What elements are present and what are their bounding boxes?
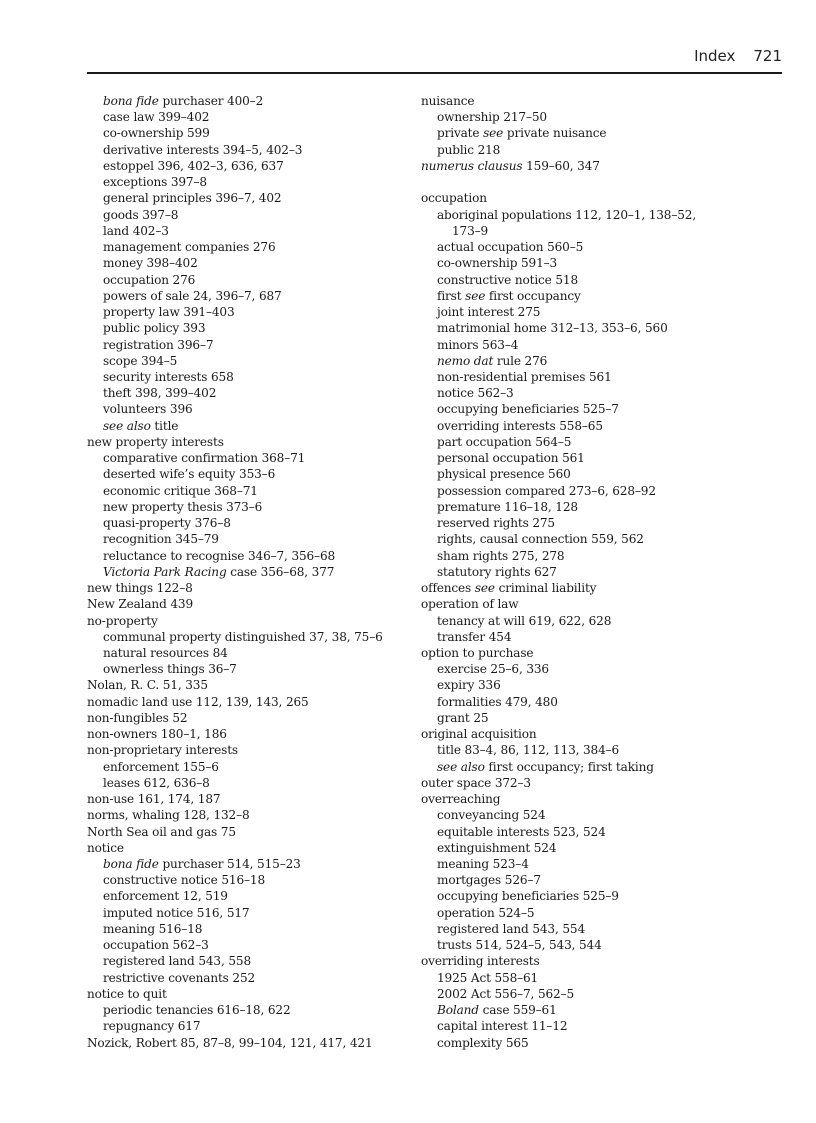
- entry-text: property law 391–403: [103, 305, 235, 320]
- index-subentry: [87, 353, 417, 369]
- entry-text: 173–9: [452, 223, 489, 238]
- entry-text: exercise 25–6, 336: [437, 662, 549, 677]
- entry-text: possession compared 273–6, 628–92: [437, 483, 656, 498]
- entry-text: natural resources 84: [103, 645, 228, 660]
- entry-text: capital interest 11–12: [437, 1019, 568, 1034]
- section-label: Index: [694, 47, 736, 65]
- index-subentry: [87, 645, 417, 661]
- index-subentry: [87, 921, 417, 937]
- entry-text: ownerless things 36–7: [103, 662, 237, 677]
- entry-text: Nozick, Robert 85, 87–8, 99–104, 121, 417, 421: [87, 1035, 373, 1050]
- entry-text: outer space 372–3: [421, 775, 531, 790]
- entry-text: ownership 217–50: [437, 110, 547, 125]
- index-subentry: [421, 888, 761, 904]
- index-subentry: [87, 93, 417, 109]
- entry-text: aboriginal populations 112, 120–1, 138–52,: [437, 207, 697, 222]
- running-header: [87, 47, 782, 74]
- index-subentry: [421, 499, 761, 515]
- index-subentry: [87, 401, 417, 417]
- index-subentry: [87, 775, 417, 791]
- entry-text: constructive notice 518: [437, 272, 579, 287]
- entry-text: enforcement 12, 519: [103, 889, 228, 904]
- entry-text: sham rights 275, 278: [437, 548, 565, 563]
- entry-text: rule 276: [493, 353, 548, 368]
- index-subentry: [421, 694, 761, 710]
- index-heading: [421, 596, 761, 612]
- index-subentry: [421, 125, 761, 141]
- entry-text: volunteers 396: [103, 402, 193, 417]
- italic-term: see also: [437, 759, 485, 774]
- index-subentry: [421, 629, 761, 645]
- entry-text: deserted wife’s equity 353–6: [103, 467, 276, 482]
- index-subentry: [421, 142, 761, 158]
- index-subentry: [421, 710, 761, 726]
- index-subentry: [87, 564, 417, 580]
- entry-text: recognition 345–79: [103, 532, 219, 547]
- index-subentry: [421, 401, 761, 417]
- entry-text: theft 398, 399–402: [103, 386, 217, 401]
- index-subentry: [421, 548, 761, 564]
- index-subentry: [87, 109, 417, 125]
- entry-text: purchaser 400–2: [158, 94, 264, 108]
- entry-text: constructive notice 516–18: [103, 873, 266, 888]
- entry-text: original acquisition: [421, 727, 537, 742]
- index-subentry: [421, 613, 761, 629]
- entry-text: non-owners 180–1, 186: [87, 727, 227, 742]
- index-subentry: [421, 742, 761, 758]
- index-heading: [87, 710, 417, 726]
- entry-text: statutory rights 627: [437, 564, 557, 579]
- index-heading: [87, 807, 417, 823]
- entry-text: case 559–61: [478, 1003, 557, 1018]
- entry-text: powers of sale 24, 396–7, 687: [103, 288, 282, 303]
- entry-text: formalities 479, 480: [437, 694, 558, 709]
- index-heading: [87, 596, 417, 612]
- index-subentry: [87, 158, 417, 174]
- index-heading: [87, 726, 417, 742]
- entry-text: case 356–68, 377: [226, 564, 335, 579]
- entry-text: money 398–402: [103, 256, 198, 271]
- entry-text: first: [437, 288, 466, 303]
- entry-text: non-residential premises 561: [437, 369, 612, 384]
- entry-text: operation of law: [421, 597, 519, 612]
- index-subentry: [87, 337, 417, 353]
- entry-text: mortgages 526–7: [437, 873, 541, 888]
- index-subentry: [421, 207, 761, 223]
- entry-text: registered land 543, 554: [437, 921, 586, 936]
- index-subentry: [421, 840, 761, 856]
- index-subentry: [421, 304, 761, 320]
- index-subentry: [421, 970, 761, 986]
- italic-term: see: [483, 126, 504, 141]
- entry-text: registration 396–7: [103, 337, 214, 352]
- entry-text: quasi-property 376–8: [103, 516, 231, 531]
- index-subentry: [421, 385, 761, 401]
- index-subentry: [87, 856, 417, 872]
- index-subentry: [87, 125, 417, 141]
- index-subentry: [421, 824, 761, 840]
- index-subentry: [421, 564, 761, 580]
- index-subentry: [87, 548, 417, 564]
- index-subentry: [87, 255, 417, 271]
- entry-text: extinguishment 524: [437, 840, 557, 855]
- index-subentry: [87, 304, 417, 320]
- entry-text: joint interest 275: [437, 305, 541, 320]
- index-subentry: [87, 759, 417, 775]
- index-heading: [87, 824, 417, 840]
- entry-text: conveyancing 524: [437, 808, 546, 823]
- index-subentry: [87, 1002, 417, 1018]
- index-subentry: [421, 661, 761, 677]
- entry-text: meaning 516–18: [103, 921, 203, 936]
- index-heading: [421, 190, 761, 206]
- index-subentry: [87, 515, 417, 531]
- index-subentry: [421, 905, 761, 921]
- entry-text: new property thesis 373–6: [103, 499, 263, 514]
- page-number: 721: [753, 47, 782, 65]
- italic-term: see: [465, 288, 486, 303]
- entry-text: enforcement 155–6: [103, 759, 219, 774]
- index-subentry: [87, 531, 417, 547]
- entry-text: new things 122–8: [87, 581, 193, 596]
- index-subentry: [421, 515, 761, 531]
- index-heading: [421, 580, 761, 596]
- italic-term: Boland: [437, 1003, 479, 1018]
- index-heading: [87, 580, 417, 596]
- italic-term: Victoria Park Racing: [103, 564, 227, 579]
- index-subentry: [421, 1002, 761, 1018]
- entry-text: economic critique 368–71: [103, 483, 258, 498]
- index-subentry: [87, 272, 417, 288]
- index-subentry: [421, 369, 761, 385]
- entry-text: security interests 658: [103, 369, 234, 384]
- entry-text: goods 397–8: [103, 207, 179, 222]
- entry-text: nuisance: [421, 94, 475, 108]
- index-subentry: [87, 499, 417, 515]
- index-subentry: [87, 661, 417, 677]
- entry-text: purchaser 514, 515–23: [158, 857, 301, 872]
- entry-text: no-property: [87, 613, 158, 628]
- header-title: [694, 47, 782, 65]
- index-heading: [87, 613, 417, 629]
- index-subentry: [421, 677, 761, 693]
- index-subentry: [87, 450, 417, 466]
- entry-text: first occupancy; first taking: [484, 759, 654, 774]
- index-subentry: [421, 239, 761, 255]
- index-subentry: [421, 337, 761, 353]
- entry-text: overriding interests 558–65: [437, 418, 603, 433]
- entry-text: meaning 523–4: [437, 857, 529, 872]
- index-subentry: [87, 629, 417, 645]
- index-subentry: [87, 223, 417, 239]
- entry-text: leases 612, 636–8: [103, 775, 210, 790]
- index-subentry: [421, 450, 761, 466]
- index-subentry: [87, 320, 417, 336]
- index-column-left: [87, 93, 417, 1051]
- index-subentry: [87, 953, 417, 969]
- entry-text: option to purchase: [421, 645, 534, 660]
- index-subentry: [421, 353, 761, 369]
- entry-text: physical presence 560: [437, 467, 571, 482]
- index-subentry: [421, 872, 761, 888]
- index-column-right: [421, 93, 761, 1051]
- entry-text: occupation 276: [103, 272, 196, 287]
- entry-text: notice 562–3: [437, 386, 514, 401]
- entry-text: general principles 396–7, 402: [103, 191, 282, 206]
- index-subentry: [421, 483, 761, 499]
- index-subentry: [87, 239, 417, 255]
- index-heading: [421, 791, 761, 807]
- entry-text: non-proprietary interests: [87, 743, 238, 758]
- index-heading: [421, 726, 761, 742]
- index-subentry: [87, 905, 417, 921]
- entry-text: 159–60, 347: [522, 158, 600, 173]
- entry-text: land 402–3: [103, 223, 169, 238]
- entry-text: part occupation 564–5: [437, 434, 572, 449]
- index-subentry: [421, 109, 761, 125]
- entry-text: equitable interests 523, 524: [437, 824, 606, 839]
- entry-text: private nuisance: [503, 126, 607, 141]
- entry-text: minors 563–4: [437, 337, 519, 352]
- entry-text: public 218: [437, 142, 501, 157]
- index-subentry: [421, 223, 761, 239]
- italic-term: numerus clausus: [421, 158, 523, 173]
- index-subentry: [87, 418, 417, 434]
- entry-text: matrimonial home 312–13, 353–6, 560: [437, 321, 668, 336]
- index-subentry: [421, 921, 761, 937]
- index-subentry: [421, 418, 761, 434]
- entry-text: occupying beneficiaries 525–7: [437, 402, 619, 417]
- entry-text: transfer 454: [437, 629, 512, 644]
- index-heading: [87, 791, 417, 807]
- index-heading: [87, 677, 417, 693]
- index-subentry: [87, 207, 417, 223]
- entry-text: New Zealand 439: [87, 597, 193, 612]
- index-heading: [87, 986, 417, 1002]
- entry-text: new property interests: [87, 434, 224, 449]
- section-gap: [421, 174, 761, 190]
- entry-text: co-ownership 591–3: [437, 256, 558, 271]
- entry-text: occupation 562–3: [103, 938, 209, 953]
- index-subentry: [87, 142, 417, 158]
- index-subentry: [421, 531, 761, 547]
- entry-text: occupation: [421, 191, 487, 206]
- italic-term: bona fide: [103, 94, 159, 108]
- entry-text: occupying beneficiaries 525–9: [437, 889, 619, 904]
- entry-text: overreaching: [421, 792, 501, 807]
- entry-text: North Sea oil and gas 75: [87, 824, 236, 839]
- index-subentry: [421, 1035, 761, 1051]
- index-subentry: [421, 272, 761, 288]
- index-subentry: [421, 759, 761, 775]
- index-subentry: [87, 937, 417, 953]
- entry-text: management companies 276: [103, 240, 276, 255]
- entry-text: premature 116–18, 128: [437, 499, 578, 514]
- entry-text: registered land 543, 558: [103, 954, 252, 969]
- index-subentry: [421, 1018, 761, 1034]
- entry-text: expiry 336: [437, 678, 501, 693]
- entry-text: scope 394–5: [103, 353, 178, 368]
- entry-text: comparative confirmation 368–71: [103, 451, 306, 466]
- entry-text: complexity 565: [437, 1035, 529, 1050]
- entry-text: 1925 Act 558–61: [437, 970, 539, 985]
- index-subentry: [87, 369, 417, 385]
- entry-text: co-ownership 599: [103, 126, 210, 141]
- index-subentry: [421, 434, 761, 450]
- entry-text: private: [437, 126, 484, 141]
- italic-term: see: [474, 581, 495, 596]
- index-heading: [421, 645, 761, 661]
- entry-text: personal occupation 561: [437, 451, 585, 466]
- index-subentry: [87, 466, 417, 482]
- index-subentry: [87, 174, 417, 190]
- entry-text: actual occupation 560–5: [437, 240, 584, 255]
- index-subentry: [421, 856, 761, 872]
- entry-text: derivative interests 394–5, 402–3: [103, 142, 303, 157]
- entry-text: notice to quit: [87, 986, 167, 1001]
- entry-text: communal property distinguished 37, 38, 75–6: [103, 629, 383, 644]
- index-heading: [421, 158, 761, 174]
- index-heading: [421, 953, 761, 969]
- entry-text: title: [150, 418, 179, 433]
- index-subentry: [421, 937, 761, 953]
- index-subentry: [87, 1018, 417, 1034]
- index-subentry: [421, 288, 761, 304]
- entry-text: notice: [87, 840, 124, 855]
- italic-term: nemo dat: [437, 353, 494, 368]
- index-subentry: [421, 807, 761, 823]
- index-heading: [87, 434, 417, 450]
- entry-text: grant 25: [437, 710, 489, 725]
- index-subentry: [421, 255, 761, 271]
- entry-text: norms, whaling 128, 132–8: [87, 808, 250, 823]
- entry-text: 2002 Act 556–7, 562–5: [437, 986, 575, 1001]
- entry-text: first occupancy: [485, 288, 581, 303]
- index-subentry: [87, 872, 417, 888]
- index-heading: [421, 93, 761, 109]
- entry-text: exceptions 397–8: [103, 175, 207, 190]
- index-subentry: [87, 288, 417, 304]
- index-subentry: [421, 320, 761, 336]
- entry-text: Nolan, R. C. 51, 335: [87, 678, 208, 693]
- entry-text: public policy 393: [103, 321, 206, 336]
- entry-text: offences: [421, 581, 475, 596]
- entry-text: case law 399–402: [103, 110, 210, 125]
- entry-text: overriding interests: [421, 954, 540, 969]
- index-subentry: [87, 190, 417, 206]
- index-heading: [87, 840, 417, 856]
- index-heading: [87, 694, 417, 710]
- entry-text: reluctance to recognise 346–7, 356–68: [103, 548, 336, 563]
- index-subentry: [87, 385, 417, 401]
- index-subentry: [421, 986, 761, 1002]
- italic-term: see also: [103, 418, 151, 433]
- entry-text: trusts 514, 524–5, 543, 544: [437, 938, 602, 953]
- entry-text: repugnancy 617: [103, 1019, 201, 1034]
- entry-text: tenancy at will 619, 622, 628: [437, 613, 612, 628]
- index-subentry: [87, 483, 417, 499]
- index-subentry: [87, 888, 417, 904]
- index-subentry: [421, 466, 761, 482]
- index-heading: [421, 775, 761, 791]
- entry-text: title 83–4, 86, 112, 113, 384–6: [437, 743, 620, 758]
- entry-text: restrictive covenants 252: [103, 970, 256, 985]
- entry-text: periodic tenancies 616–18, 622: [103, 1003, 291, 1018]
- entry-text: non-fungibles 52: [87, 710, 188, 725]
- index-heading: [87, 742, 417, 758]
- entry-text: criminal liability: [494, 581, 597, 596]
- entry-text: imputed notice 516, 517: [103, 905, 250, 920]
- entry-text: estoppel 396, 402–3, 636, 637: [103, 158, 284, 173]
- index-heading: [87, 1035, 417, 1051]
- italic-term: bona fide: [103, 857, 159, 872]
- entry-text: rights, causal connection 559, 562: [437, 532, 644, 547]
- entry-text: non-use 161, 174, 187: [87, 792, 221, 807]
- entry-text: nomadic land use 112, 139, 143, 265: [87, 694, 309, 709]
- entry-text: operation 524–5: [437, 905, 535, 920]
- entry-text: reserved rights 275: [437, 516, 555, 531]
- index-subentry: [87, 970, 417, 986]
